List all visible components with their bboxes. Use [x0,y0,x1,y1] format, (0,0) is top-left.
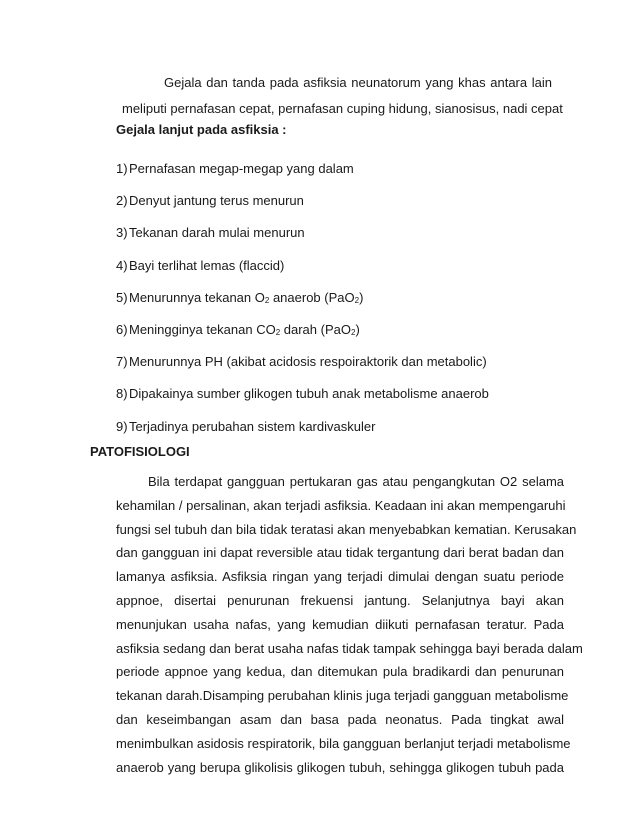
subscript: 2 [350,327,356,337]
intro-line: Gejala dan tanda pada asfiksia neunatorum yang khas antara lain [164,75,552,90]
paragraph-line: kehamilan / persalinan, akan terjadi asfiksia. Keadaan ini akan mempengaruhi [116,497,566,513]
list-item [116,224,489,256]
item-text: Denyut jantung terus menurun [129,193,304,209]
intro-line: meliputi pernafasan cepat, pernafasan cuping hidung, sianosisus, nadi cepat [122,101,563,116]
item-number: 2) [116,193,128,209]
item-text-part: ) [359,289,364,305]
item-text: Dipakainya sumber glikogen tubuh anak metabolisme anaerob [129,386,489,402]
symptoms-list [116,160,489,450]
item-text: Menurunnya PH (akibat acidosis respoiraktorik dan metabolic) [129,354,487,370]
symptoms-heading: Gejala lanjut pada asfiksia : [116,122,287,137]
paragraph-line: asfiksia sedang dan berat usaha nafas tidak tampak sehingga bayi berada dalam [116,640,583,656]
paragraph-line: dan keseimbangan asam dan basa pada neonatus. Pada tingkat awal [116,711,564,727]
list-item [116,353,489,385]
list-item [116,289,489,321]
item-text-part: anaerob (PaO [269,289,355,305]
section-heading: PATOFISIOLOGI [90,444,190,459]
paragraph-line: Bila terdapat gangguan pertukaran gas atau pengangkutan O2 selama [148,474,564,489]
item-text-part: ) [355,321,360,337]
item-number: 3) [116,225,128,241]
item-text-part: Meningginya tekanan CO [129,321,276,337]
paragraph-line: appnoe, disertai penurunan frekuensi jantung. Selanjutnya bayi akan [116,592,564,608]
subscript: 2 [264,295,270,305]
subscript: 2 [354,295,360,305]
list-item [116,321,489,353]
item-number: 7) [116,354,128,370]
item-text: Bayi terlihat lemas (flaccid) [129,257,285,273]
paragraph-line: fungsi sel tubuh dan bila tidak teratasi akan menyebabkan kematian. Kerusakan [116,521,577,537]
paragraph-line: anaerob yang berupa glikolisis glikogen tubuh, sehingga glikogen tubuh pada [116,759,564,775]
item-number: 8) [116,386,128,402]
intro-paragraph [122,70,563,122]
paragraph-line: menimbulkan asidosis respiratorik, bila gangguan berlanjut terjadi metabolisme [116,735,571,751]
paragraph-line: menunjukan usaha nafas, yang kemudian diikuti pernafasan teratur. Pada [116,616,564,632]
paragraph-line: periode appnoe yang kedua, dan ditemukan pula bradikardi dan penurunan [116,664,564,680]
item-number: 6) [116,321,128,337]
item-text: Tekanan darah mulai menurun [129,225,305,241]
patofisiologi-paragraph [116,470,583,779]
paragraph-line: dan gangguan ini dapat reversible atau tidak tergantung dari berat badan dan [116,545,564,561]
item-number: 5) [116,289,128,305]
paragraph-line: tekanan darah.Disamping perubahan klinis juga terjadi gangguan metabolisme [116,688,569,704]
item-text: Terjadinya perubahan sistem kardivaskuler [129,418,376,434]
list-item [116,385,489,417]
list-item [116,257,489,289]
list-item [116,160,489,192]
item-text-part: Menurunnya tekanan O [129,289,265,305]
item-number: 4) [116,257,128,273]
item-text: Pernafasan megap-megap yang dalam [129,161,354,176]
subscript: 2 [275,327,281,337]
paragraph-line: lamanya asfiksia. Asfiksia ringan yang terjadi dimulai dengan suatu periode [116,569,564,585]
item-number: 1) [116,161,128,176]
item-text-part: darah (PaO [280,321,351,337]
list-item [116,192,489,224]
item-number: 9) [116,418,128,434]
